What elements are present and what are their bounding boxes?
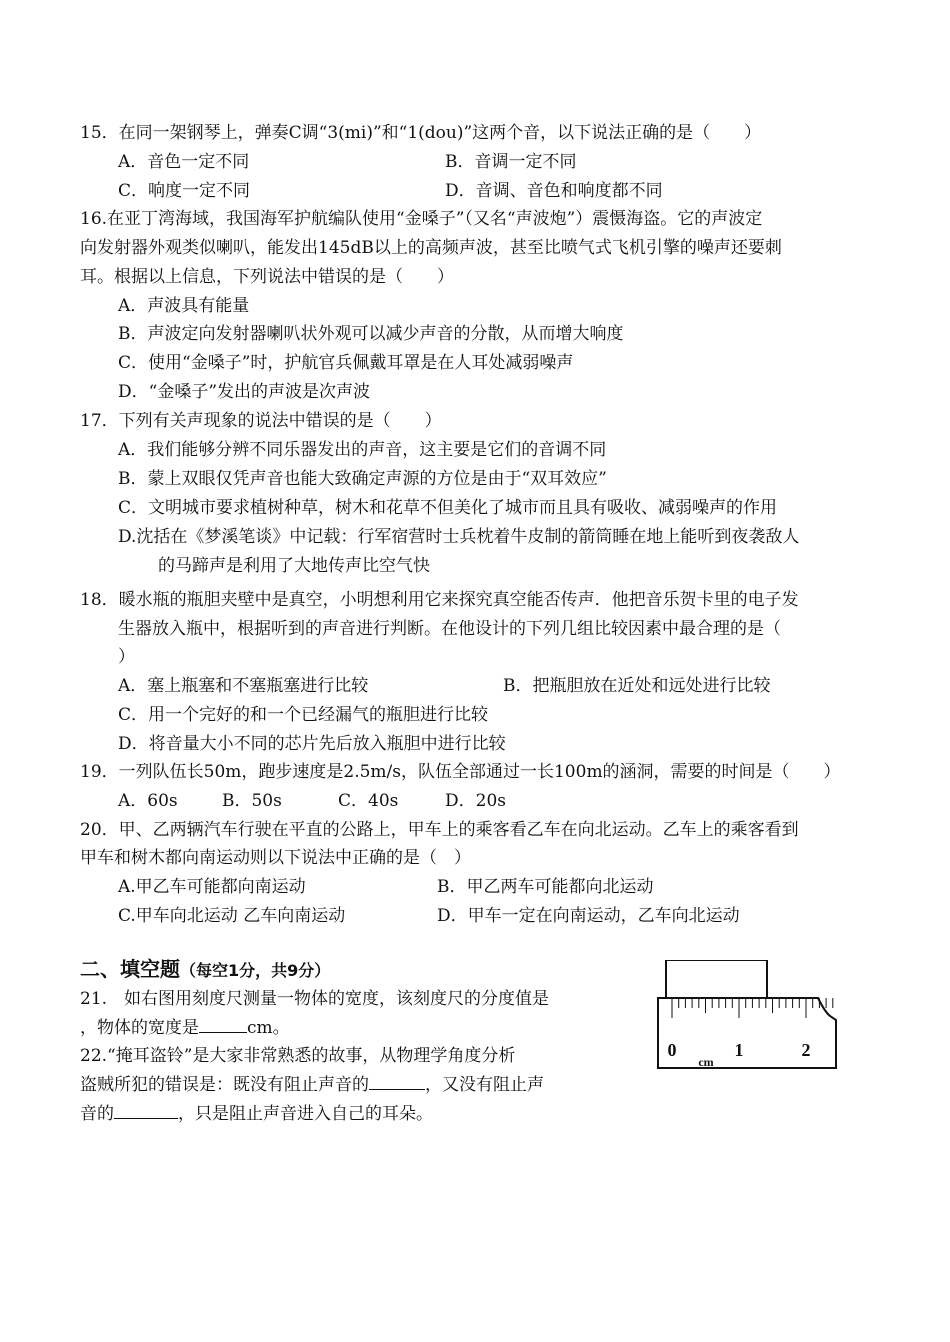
q16-stem-line3: 耳。根据以上信息，下列说法中错误的是（ ） <box>80 267 454 287</box>
section-score-note: （每空1分，共9分） <box>180 961 331 980</box>
q21-unit: cm。 <box>247 1018 290 1038</box>
q17-option-a: A．我们能够分辨不同乐器发出的声音，这主要是它们的音调不同 <box>118 440 607 460</box>
q20-stem-line2: 甲车和树木都向南运动则以下说法中正确的是（ ） <box>80 848 471 868</box>
ruler-label-0: 0 <box>667 1040 677 1060</box>
q22-line2-tail: ，又没有阻止声 <box>425 1075 544 1095</box>
q16-option-c: C．使用“金嗓子”时，护航官兵佩戴耳罩是在人耳处减弱噪声 <box>118 353 574 373</box>
q22-line3 <box>80 1102 433 1125</box>
q19-stem: 19．一列队伍长50m，跑步速度是2.5m/s，队伍全部通过一长100m的涵洞，需要的时间是（ ） <box>80 762 841 782</box>
q20-option-c: C.甲车向北运动 乙车向南运动 <box>118 906 346 926</box>
q20-option-a: A.甲乙车可能都向南运动 <box>118 877 306 897</box>
q15-option-d: D．音调、音色和响度都不同 <box>445 181 663 201</box>
q17-option-c: C．文明城市要求植树种草，树木和花草不但美化了城市而且具有吸收、减弱噪声的作用 <box>118 498 778 518</box>
q18-stem-line3: ） <box>118 647 135 667</box>
q17-option-b: B．蒙上双眼仅凭声音也能大致确定声源的方位是由于“双耳效应” <box>118 469 607 489</box>
q19-option-c: C．40s <box>338 791 399 811</box>
q16-option-a: A．声波具有能量 <box>118 296 250 316</box>
section-title: 二、填空题 <box>80 957 180 981</box>
measured-object <box>666 960 767 998</box>
q22-line1: 22.“掩耳盗铃”是大家非常熟悉的故事，从物理学角度分析 <box>80 1046 516 1066</box>
q22-line3-tail: ，只是阻止声音进入自己的耳朵。 <box>178 1104 433 1124</box>
q17-stem: 17．下列有关声现象的说法中错误的是（ ） <box>80 411 442 431</box>
q17-option-d-line1: D.沈括在《梦溪笔谈》中记载：行军宿营时士兵枕着牛皮制的箭筒睡在地上能听到夜袭敌人 <box>118 527 800 547</box>
q22-line3-text: 音的 <box>80 1104 114 1124</box>
q20-option-d: D．甲车一定在向南运动，乙车向北运动 <box>437 906 740 926</box>
q22-line2 <box>80 1073 544 1096</box>
q20-stem-line1: 20．甲、乙两辆汽车行驶在平直的公路上，甲车上的乘客看乙车在向北运动。乙车上的乘客看到 <box>80 820 799 840</box>
q21-answer-blank[interactable] <box>199 1016 247 1033</box>
q15-option-c: C．响度一定不同 <box>118 181 251 201</box>
q16-stem-line1: 16.在亚丁湾海域，我国海军护航编队使用“金嗓子”（又名“声波炮”）震慑海盗。它的声波定 <box>80 209 763 229</box>
ruler-figure <box>655 960 840 1075</box>
q19-option-d: D．20s <box>445 791 506 811</box>
q18-option-c: C．用一个完好的和一个已经漏气的瓶胆进行比较 <box>118 705 489 725</box>
q18-option-d: D．将音量大小不同的芯片先后放入瓶胆中进行比较 <box>118 734 506 754</box>
q16-option-b: B．声波定向发射器喇叭状外观可以减少声音的分散，从而增大响度 <box>118 324 624 344</box>
q16-stem-line2: 向发射器外观类似喇叭，能发出145dB以上的高频声波，甚至比喷气式飞机引擎的噪声还要刺 <box>80 238 782 258</box>
q22-answer-blank-1[interactable] <box>369 1073 425 1090</box>
ruler-label-2: 2 <box>801 1040 811 1060</box>
q17-option-d-line2: 的马蹄声是利用了大地传声比空气快 <box>158 556 430 576</box>
q15-option-b: B．音调一定不同 <box>445 152 577 172</box>
section-heading <box>80 958 330 982</box>
q18-option-a: A．塞上瓶塞和不塞瓶塞进行比较 <box>118 676 369 696</box>
q18-stem-line1: 18．暖水瓶的瓶胆夹壁中是真空，小明想利用它来探究真空能否传声．他把音乐贺卡里的电子发 <box>80 590 799 610</box>
q22-answer-blank-2[interactable] <box>114 1102 178 1119</box>
q21-line2 <box>80 1016 290 1039</box>
q21-line1: 21. 如右图用刻度尺测量一物体的宽度，该刻度尺的分度值是 <box>80 989 550 1009</box>
ruler-label-1: 1 <box>734 1040 744 1060</box>
q21-line2-text: ，物体的宽度是 <box>80 1018 199 1038</box>
q19-option-b: B．50s <box>222 791 282 811</box>
q19-option-a: A．60s <box>118 791 178 811</box>
q18-stem-line2: 生器放入瓶中，根据听到的声音进行判断。在他设计的下列几组比较因素中最合理的是（ <box>118 619 781 639</box>
q16-option-d: D．“金嗓子”发出的声波是次声波 <box>118 382 371 402</box>
q22-line2-text: 盗贼所犯的错误是：既没有阻止声音的 <box>80 1075 369 1095</box>
q20-option-b: B．甲乙两车可能都向北运动 <box>437 877 654 897</box>
ruler-unit: cm <box>698 1055 714 1069</box>
q15-stem: 15．在同一架钢琴上，弹奏C调“3(mi)”和“1(dou)”这两个音，以下说法正确的是（ ） <box>80 123 762 143</box>
q18-option-b: B．把瓶胆放在近处和远处进行比较 <box>503 676 771 696</box>
q15-option-a: A．音色一定不同 <box>118 152 250 172</box>
